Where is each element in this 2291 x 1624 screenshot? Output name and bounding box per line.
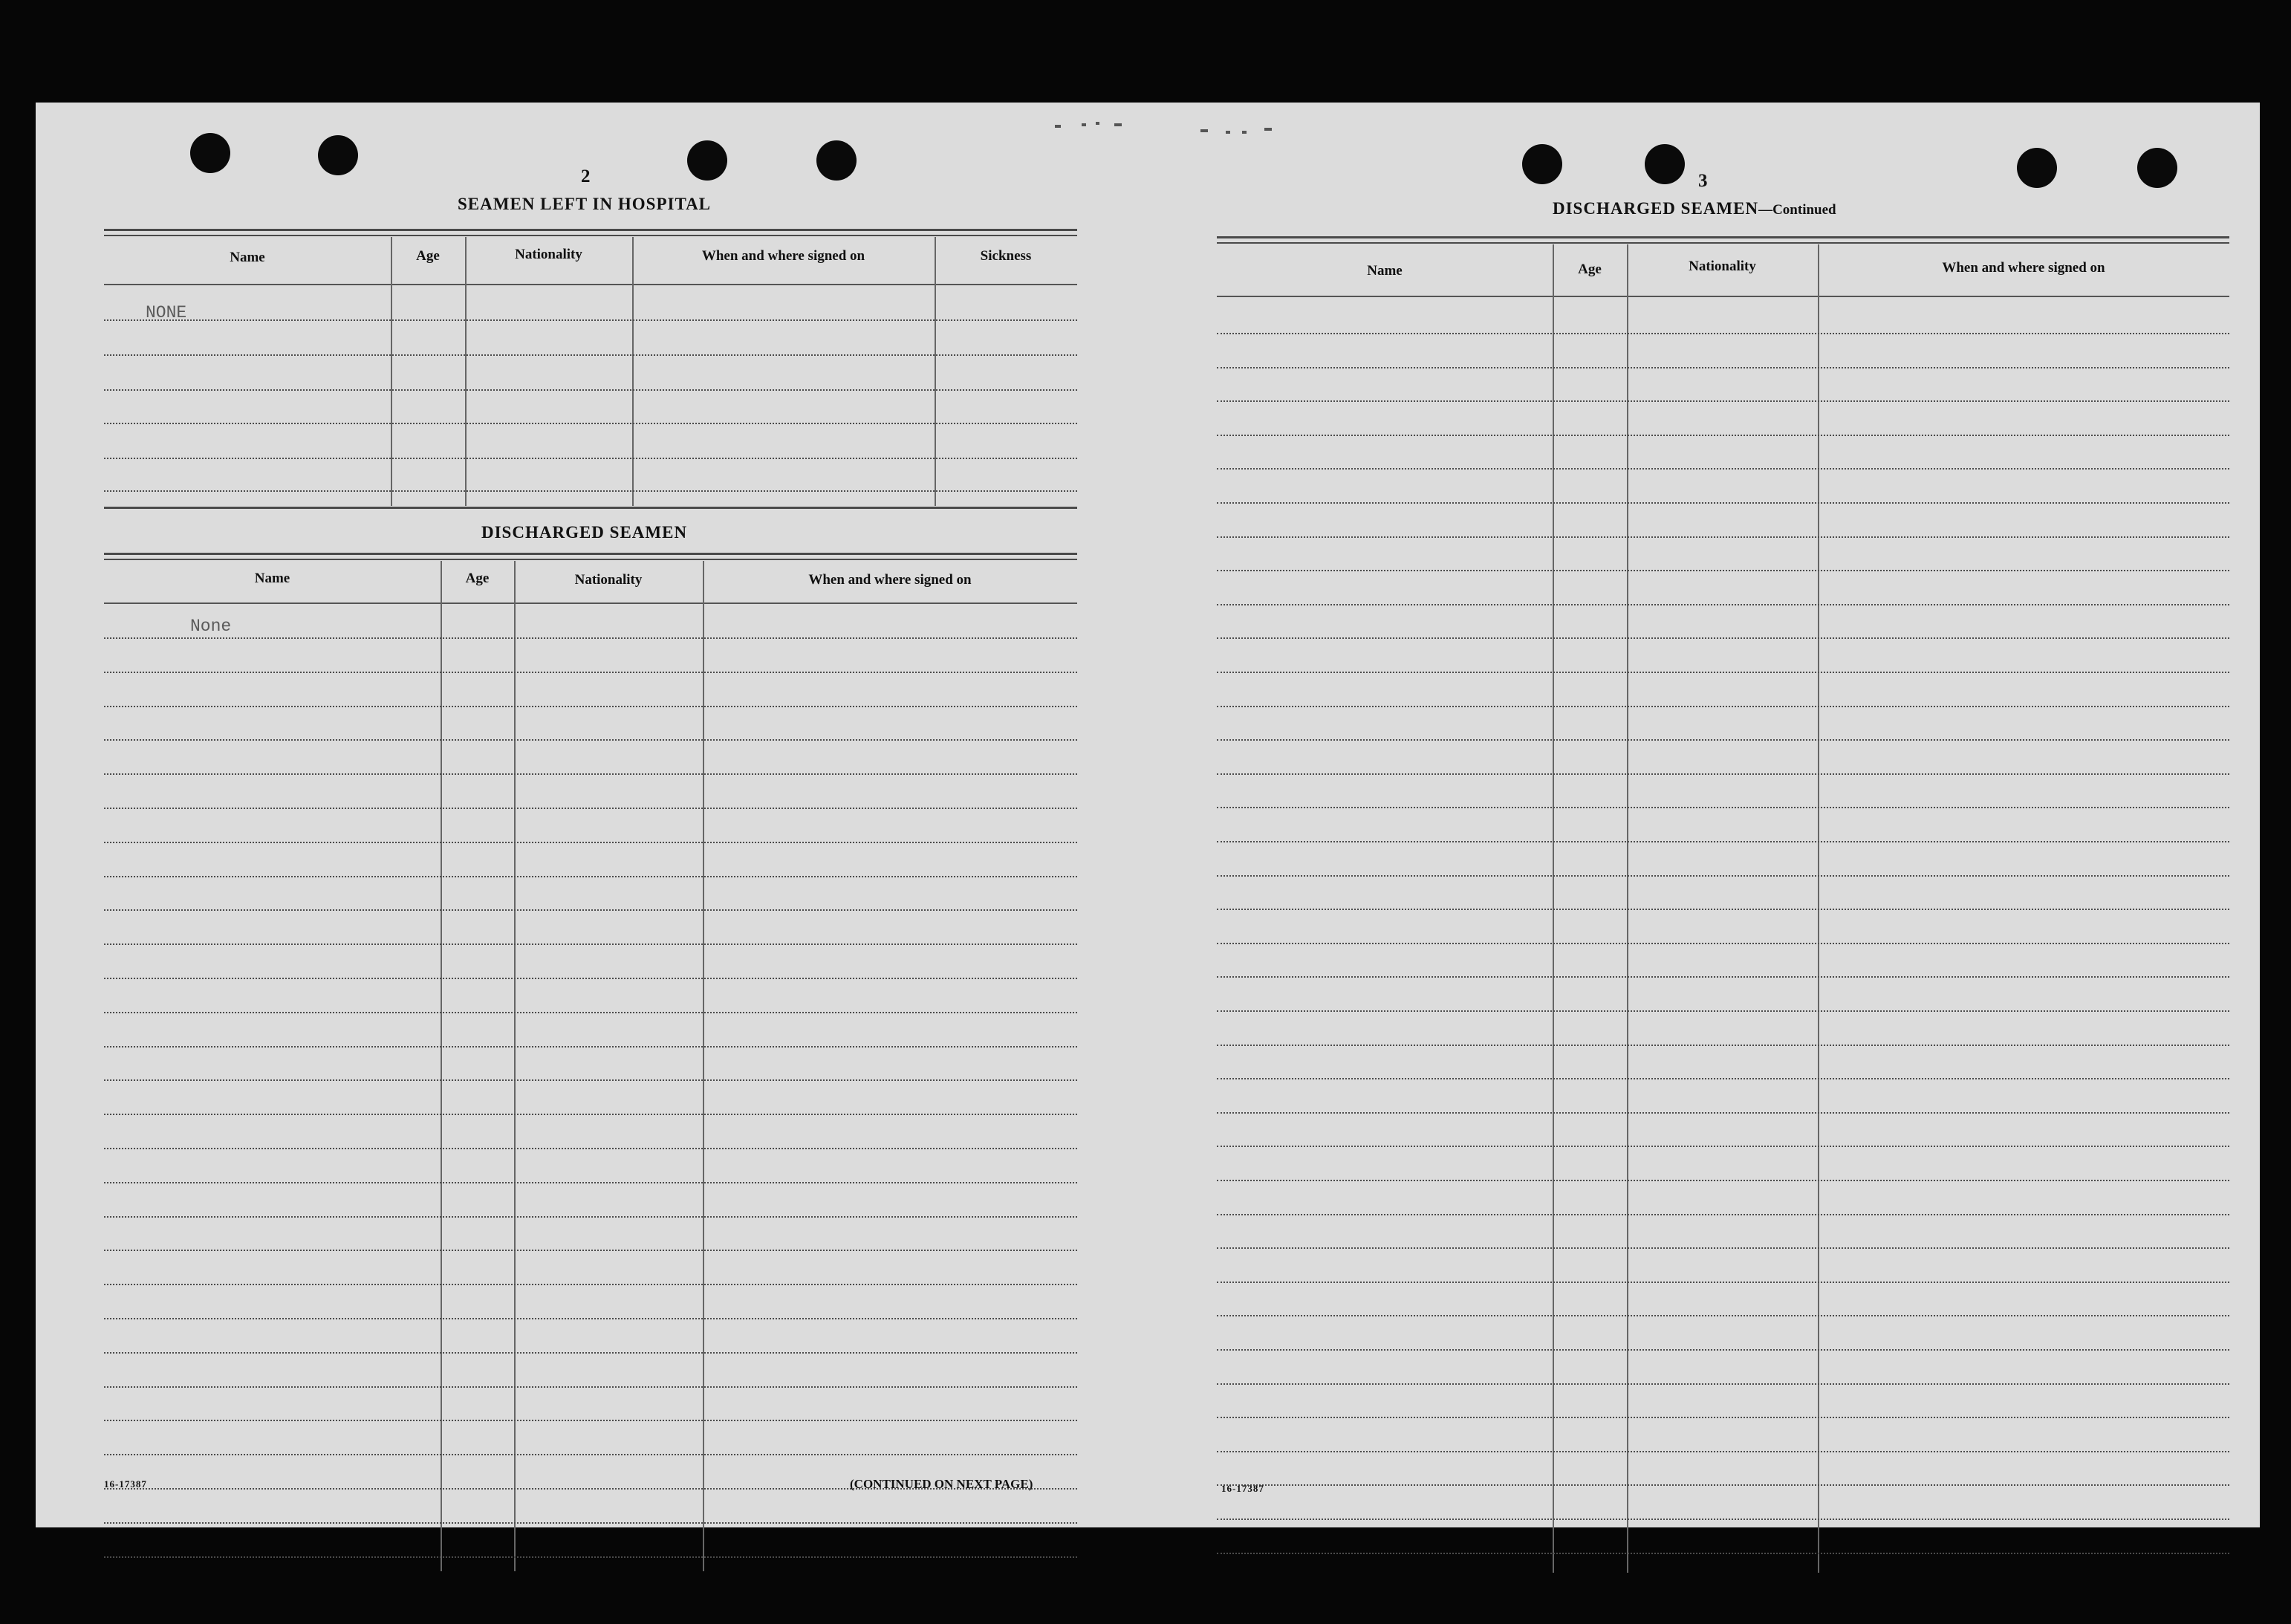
ruled-line — [1217, 536, 2229, 538]
ruled-line — [1217, 1484, 2229, 1486]
ruled-line — [104, 1148, 1077, 1149]
ruled-line — [104, 1114, 1077, 1115]
column-header-nationality: Nationality — [515, 247, 582, 262]
ruled-line — [104, 1284, 1077, 1285]
ruled-line — [104, 978, 1077, 979]
ruled-line — [1217, 909, 2229, 910]
ruled-line — [1217, 637, 2229, 639]
ruled-line — [104, 739, 1077, 741]
ruled-line — [104, 876, 1077, 877]
ruled-line — [1217, 1417, 2229, 1418]
form-number: 16-17387 — [104, 1478, 147, 1490]
section-title-discharged: DISCHARGED SEAMEN — [481, 523, 688, 542]
ruled-line — [1217, 1315, 2229, 1316]
ruled-line — [1217, 1553, 2229, 1554]
ruled-line — [104, 1420, 1077, 1421]
form-number: 16-17387 — [1221, 1483, 1264, 1494]
section-title-discharged-continued — [1553, 199, 1836, 218]
ruled-line — [1217, 976, 2229, 978]
form-sheet — [36, 103, 2260, 1527]
scan-mark — [1242, 131, 1247, 134]
ruled-line — [1217, 1112, 2229, 1114]
ruled-line — [104, 672, 1077, 673]
ruled-line — [1217, 706, 2229, 707]
hospital-entry-text: NONE — [146, 303, 187, 322]
ruled-line — [1217, 1349, 2229, 1351]
column-header-nationality: Nationality — [574, 572, 643, 588]
punch-hole — [1645, 144, 1685, 184]
scan-mark — [1114, 123, 1122, 126]
punch-hole — [816, 140, 857, 181]
ruled-line — [1217, 400, 2229, 402]
scan-mark — [1264, 128, 1272, 131]
ruled-line — [104, 1454, 1077, 1455]
ruled-line — [104, 1046, 1077, 1048]
column-header-sickness: Sickness — [980, 248, 1032, 264]
ruled-line — [1217, 875, 2229, 877]
ruled-line — [1217, 502, 2229, 504]
column-header-age: Age — [1578, 262, 1602, 277]
column-header-name: Name — [1367, 263, 1403, 279]
ruled-line — [104, 808, 1077, 809]
scan-mark — [1082, 123, 1086, 126]
ruled-line — [1217, 1451, 2229, 1452]
page-number: 3 — [1698, 171, 1708, 191]
ruled-line — [1217, 1282, 2229, 1283]
ruled-line — [1217, 570, 2229, 571]
ruled-line — [1217, 841, 2229, 842]
page-number: 2 — [581, 166, 591, 186]
ruled-line — [104, 1216, 1077, 1218]
ruled-line — [104, 943, 1077, 945]
column-header-signed-on: When and where signed on — [1942, 260, 2105, 276]
title-suffix: —Continued — [1758, 202, 1836, 218]
punch-hole — [2017, 148, 2057, 188]
ruled-line — [104, 1012, 1077, 1013]
punch-hole — [2137, 148, 2177, 188]
ruled-line — [104, 1079, 1077, 1081]
ruled-line — [104, 1352, 1077, 1354]
ruled-line — [1217, 367, 2229, 368]
ruled-line — [104, 1522, 1077, 1524]
section-title-hospital: SEAMEN LEFT IN HOSPITAL — [458, 195, 712, 213]
ruled-line — [1217, 1214, 2229, 1215]
column-header-name: Name — [254, 571, 290, 586]
ruled-line — [1217, 1078, 2229, 1079]
ruled-line — [1217, 1247, 2229, 1249]
ruled-line — [1217, 1010, 2229, 1012]
ruled-line — [104, 1318, 1077, 1319]
ruled-line — [104, 1250, 1077, 1251]
title-main: DISCHARGED SEAMEN — [1553, 199, 1759, 218]
ruled-line — [104, 1386, 1077, 1388]
column-header-nationality: Nationality — [1689, 259, 1756, 274]
column-header-signed-on: When and where signed on — [701, 248, 865, 264]
ruled-line — [104, 1182, 1077, 1183]
column-header-name: Name — [230, 250, 265, 265]
ruled-line — [1217, 672, 2229, 673]
ruled-line — [1217, 1519, 2229, 1520]
ruled-line — [1217, 943, 2229, 944]
ruled-line — [104, 773, 1077, 775]
ruled-line — [1217, 1180, 2229, 1181]
ruled-line — [1217, 333, 2229, 334]
continued-note: (CONTINUED ON NEXT PAGE) — [850, 1477, 1033, 1491]
ruled-line — [104, 637, 1077, 639]
ruled-line — [1217, 468, 2229, 470]
ruled-line — [104, 1556, 1077, 1558]
column-header-signed-on: When and where signed on — [808, 572, 972, 588]
ruled-line — [1217, 773, 2229, 775]
ruled-line — [1217, 1146, 2229, 1147]
scan-mark — [1096, 122, 1099, 125]
ruled-line — [1217, 604, 2229, 605]
ruled-line — [104, 706, 1077, 707]
discharged-entry-text: None — [190, 617, 232, 636]
ruled-line — [1217, 1045, 2229, 1046]
ruled-line — [104, 909, 1077, 911]
ruled-line — [1217, 1383, 2229, 1385]
ruled-line — [1217, 435, 2229, 436]
punch-hole — [318, 135, 358, 175]
scan-mark — [1055, 125, 1061, 128]
punch-hole — [687, 140, 727, 181]
punch-hole — [1522, 144, 1562, 184]
scan-mark — [1200, 129, 1208, 132]
column-header-age: Age — [416, 248, 440, 264]
scan-mark — [1226, 131, 1230, 134]
punch-hole — [190, 133, 230, 173]
column-header-age: Age — [465, 571, 490, 586]
ruled-line — [104, 842, 1077, 843]
ruled-line — [1217, 807, 2229, 808]
ruled-line — [1217, 739, 2229, 741]
